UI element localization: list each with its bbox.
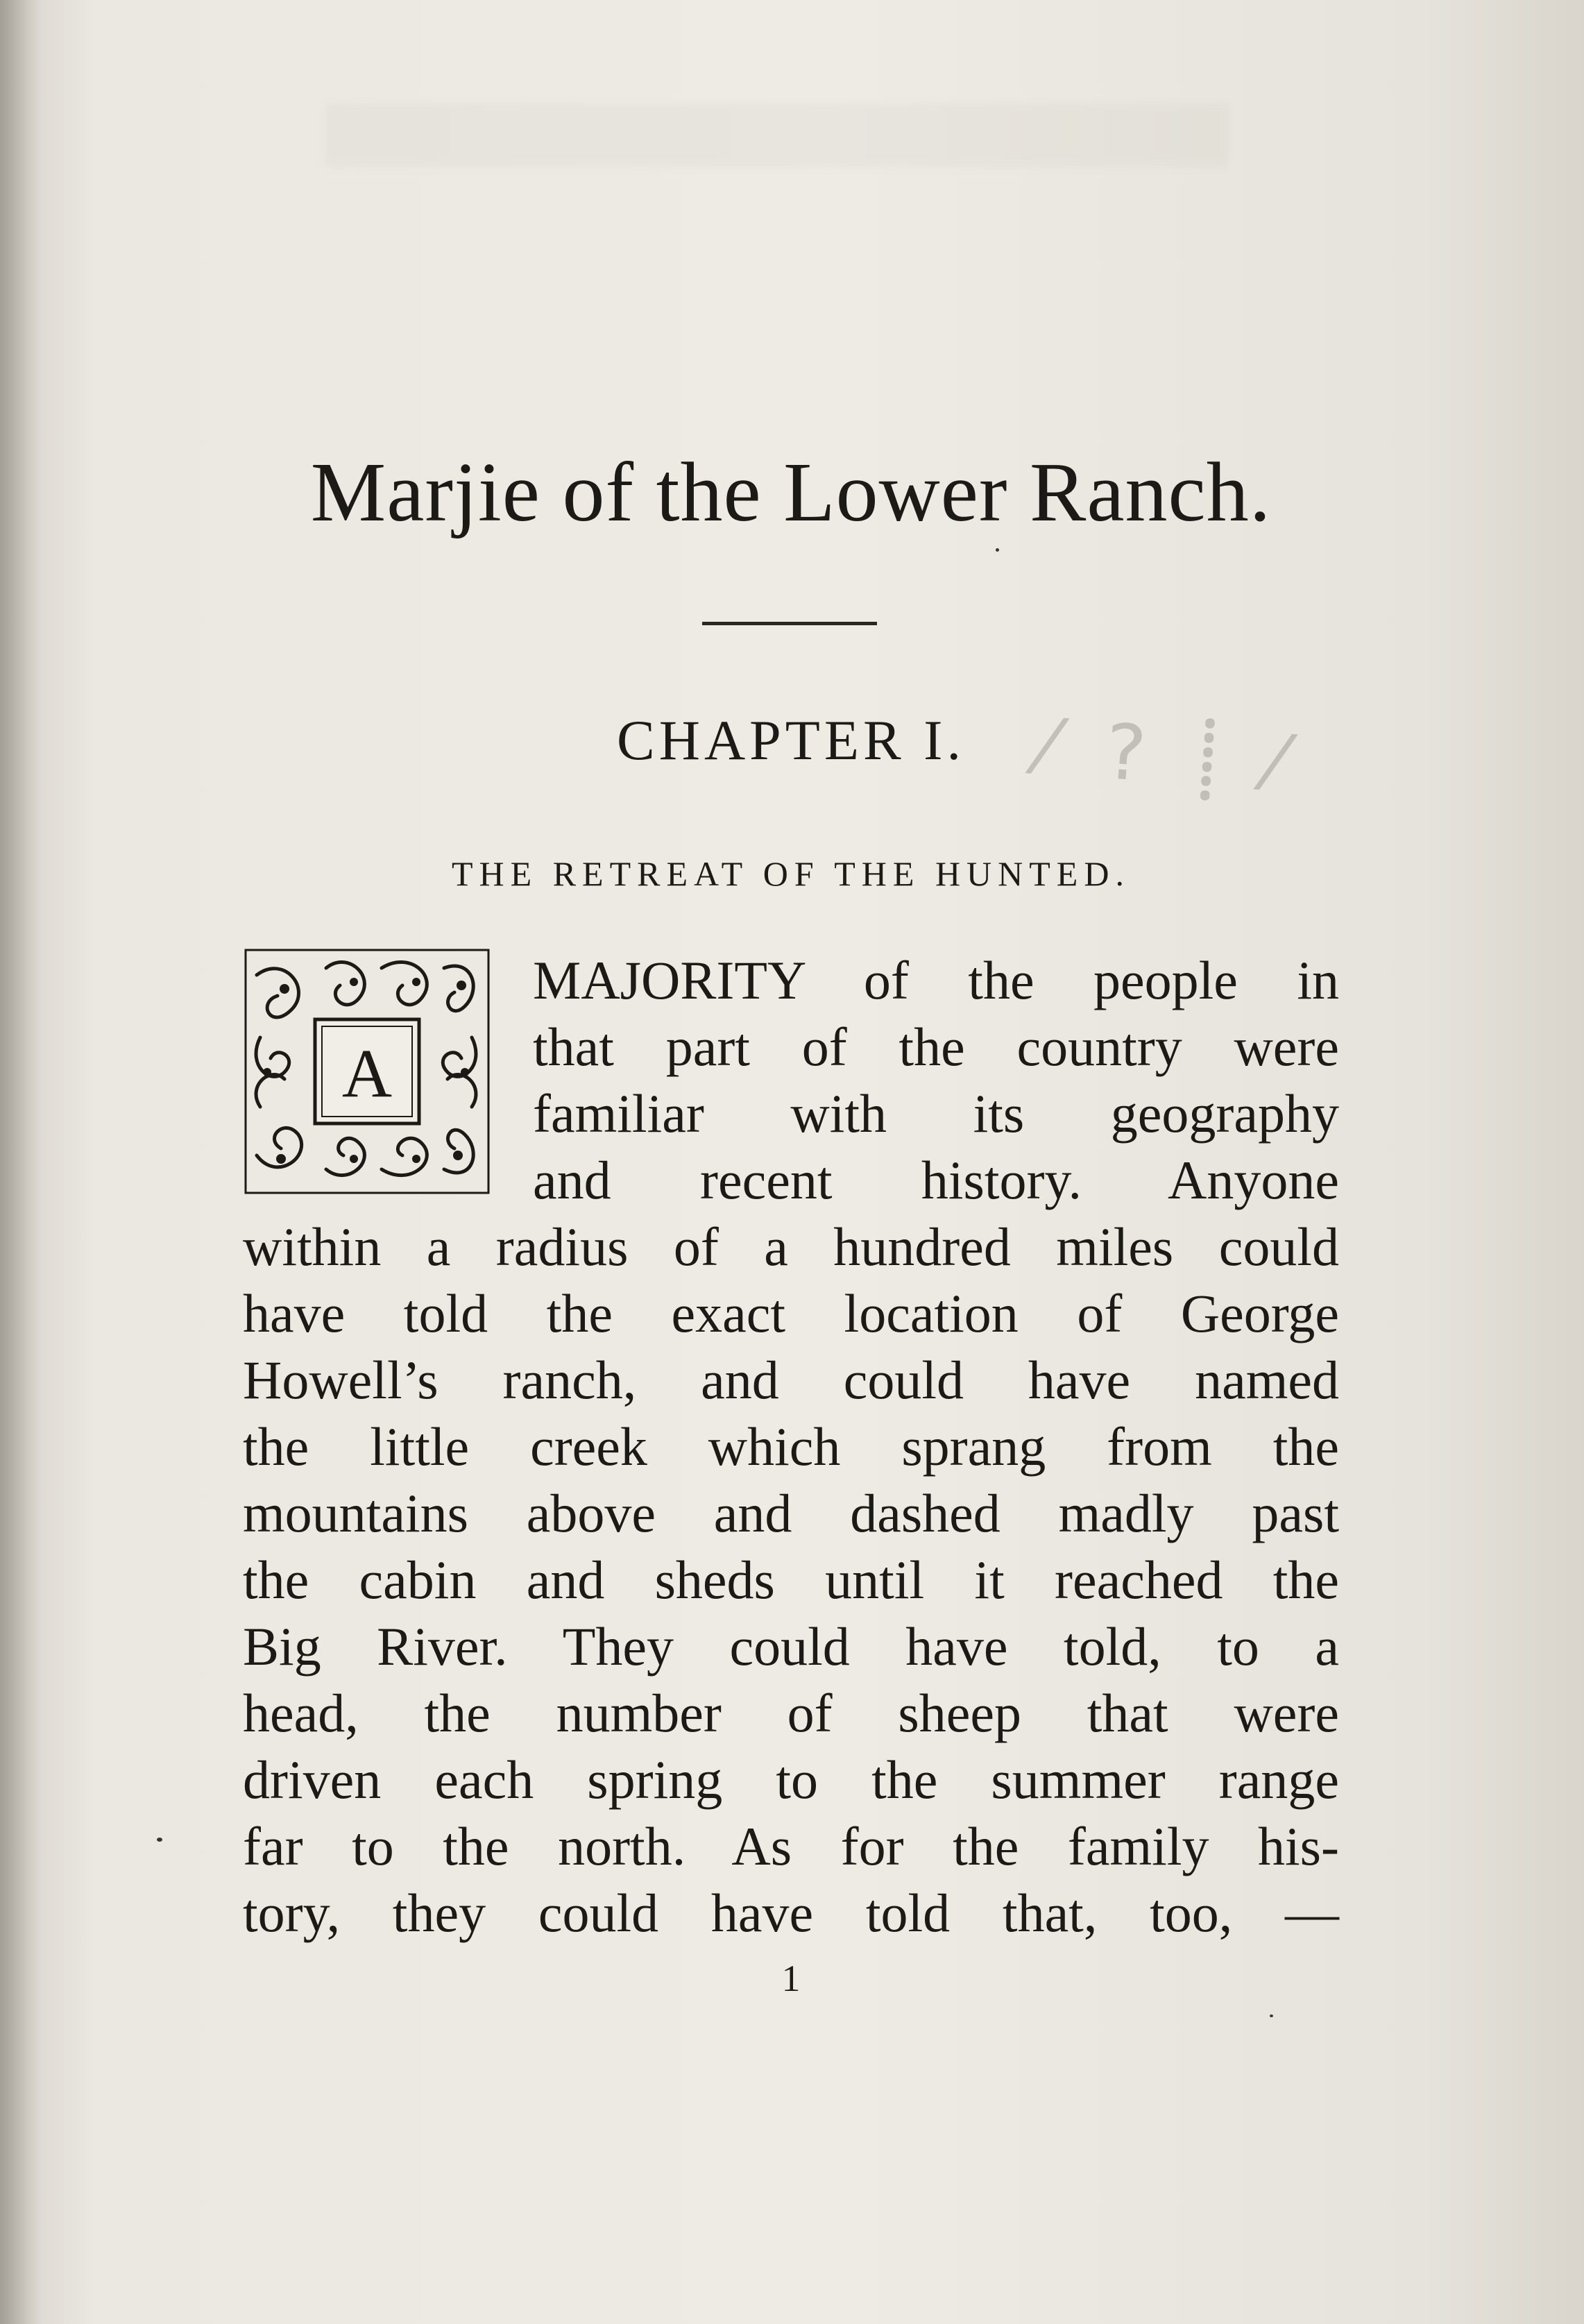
text-line: MAJORITY of the people in — [533, 950, 1339, 1010]
text-line: driven each spring to the summer range — [243, 1749, 1339, 1810]
text-line: head, the number of sheep that were — [243, 1683, 1339, 1743]
text-line: tory, they could have told that, too, — — [243, 1883, 1339, 1943]
text-line: the little creek which sprang from the — [243, 1416, 1339, 1477]
book-title: Marjie of the Lower Ranch. — [310, 446, 1272, 539]
paper-speck — [1270, 2015, 1273, 2017]
text-line: within a radius of a hundred miles could — [243, 1216, 1339, 1277]
text-line: that part of the country were — [533, 1017, 1339, 1077]
drop-cap-letter: A — [341, 1035, 393, 1112]
text-line: Howell’s ranch, and could have named — [243, 1350, 1339, 1410]
text-line: have told the exact location of George — [243, 1283, 1339, 1343]
text-line: Big River. They could have told, to a — [243, 1616, 1339, 1677]
gutter-shadow — [0, 0, 42, 2324]
text-line: far to the north. As for the family his- — [243, 1816, 1339, 1876]
paper-speck — [157, 1838, 162, 1842]
chapter-heading: CHAPTER I. — [617, 709, 965, 772]
chapter-title: THE RETREAT OF THE HUNTED. — [452, 854, 1130, 893]
text-line: mountains above and dashed madly past — [243, 1483, 1339, 1543]
pencil-annotation-mark: ⁄ ? ⸽ ⁄ — [1037, 702, 1300, 809]
text-line: and recent history. Anyone — [533, 1150, 1339, 1210]
text-line: the cabin and sheds until it reached the — [243, 1550, 1339, 1610]
bleed-through-shadow — [326, 104, 1228, 167]
ornamental-drop-cap — [243, 947, 491, 1196]
paper-speck — [996, 548, 999, 552]
title-divider — [702, 622, 877, 625]
text-line: familiar with its geography — [533, 1083, 1339, 1144]
page-number: 1 — [781, 1958, 801, 1999]
